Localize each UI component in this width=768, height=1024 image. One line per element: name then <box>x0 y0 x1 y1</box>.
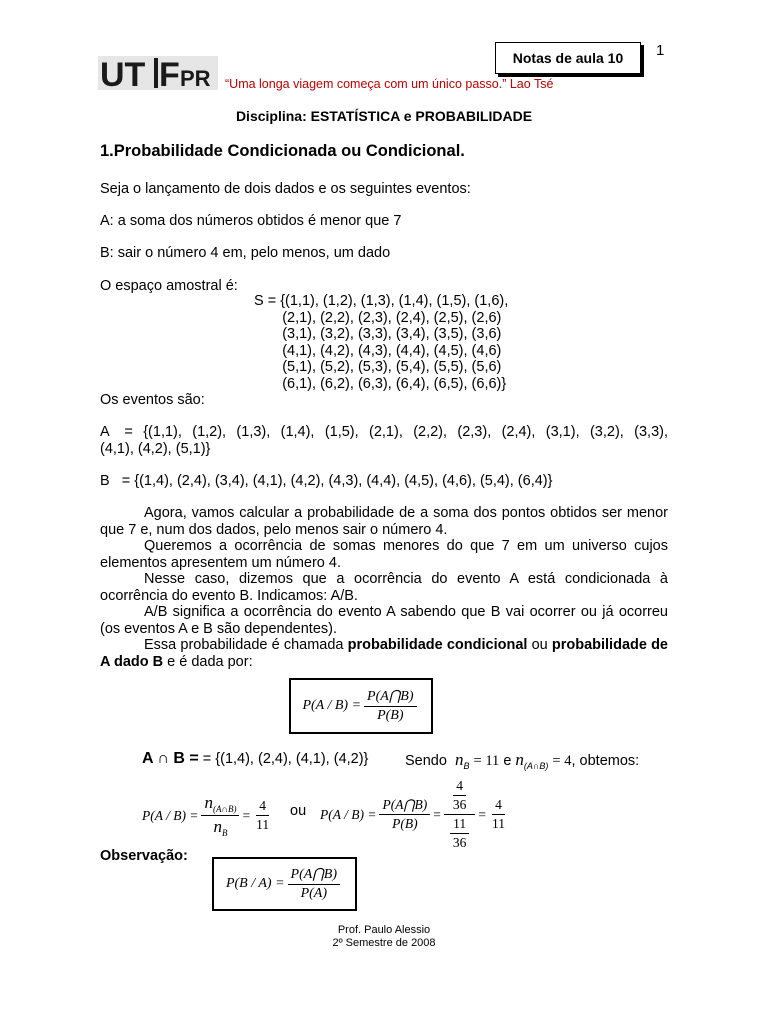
event-b-text: B: sair o número 4 em, pelo menos, um dado <box>100 245 391 261</box>
sendo-word: Sendo <box>405 753 447 769</box>
result-fraction <box>489 797 508 832</box>
calculation-left <box>142 793 275 838</box>
formula-fraction <box>379 797 430 832</box>
formula-lhs: P(A / B) = <box>320 806 377 822</box>
svg-text:UT: UT <box>100 56 146 90</box>
subscript-ab: (A∩B) <box>212 804 237 814</box>
n-symbol: n <box>454 750 464 769</box>
explanation-paragraphs <box>100 505 668 670</box>
subscript-b: B <box>463 761 470 771</box>
count-fraction <box>201 793 239 838</box>
equals-sign: = <box>242 807 251 823</box>
discipline-title: Disciplina: ESTATÍSTICA e PROBABILIDADE <box>235 108 533 124</box>
intersection-set: = {(1,4), (2,4), (4,1), (4,2)} <box>202 751 369 767</box>
formula-lhs: P(A / B) = <box>302 698 362 713</box>
ou-word: ou <box>290 803 307 819</box>
fraction-denominator: 11 <box>492 816 506 831</box>
fraction-denominator: 36 <box>452 797 467 812</box>
events-label: Os eventos são: <box>100 392 205 408</box>
fraction-denominator: P(B) <box>392 816 418 831</box>
paragraph <box>100 637 668 670</box>
fraction-numerator: 4 <box>453 778 466 796</box>
nb-value: = 11 <box>473 753 500 769</box>
quote-text: “Uma longa viagem começa com um único passo.” <box>225 77 507 91</box>
subscript-b: B <box>221 828 228 838</box>
footer-professor: Prof. Paulo Alessio <box>337 924 431 936</box>
fraction-denominator: P(A) <box>300 886 327 901</box>
set-a: A = {(1,1), (1,2), (1,3), (1,4), (1,5), (2,1), (2,2), (2,3), (2,4), (3,1), (3,2), (3,3), (4,1), (4,2), (5,1)} <box>100 424 673 457</box>
conditional-formula-box <box>289 678 433 734</box>
sample-space-label: O espaço amostral é: <box>100 278 238 294</box>
bold-term: probabilidade de A dado B <box>100 637 668 670</box>
inner-fraction <box>450 816 470 851</box>
n-symbol: n <box>213 817 222 836</box>
fraction-numerator <box>201 793 239 816</box>
text-span: e é dada por: <box>163 653 253 670</box>
n-symbol: n <box>515 750 524 769</box>
intersection-line <box>142 750 368 768</box>
fraction-numerator: P(A⋂B) <box>288 866 340 885</box>
obtemos-word: , obtemos: <box>571 753 640 769</box>
observation-formula-box <box>212 857 357 911</box>
calculation-right <box>320 778 511 851</box>
footer <box>0 924 768 950</box>
paragraph: Queremos a ocorrência de somas menores do que 7 em um universo cujos elementos apresentem um número 4. <box>100 538 668 571</box>
intersection-label: A ∩ B = <box>142 750 199 767</box>
svg-text:PR: PR <box>180 66 211 90</box>
notes-label-box: Notas de aula 10 <box>495 42 641 74</box>
paragraph: A/B significa a ocorrência do evento A sabendo que B vai ocorrer ou já ocorreu (os eventos A e B são dependentes). <box>100 604 668 637</box>
fraction-numerator: P(A⋂B) <box>364 688 416 707</box>
text-span: Essa probabilidade é chamada <box>144 637 348 653</box>
nab-value: = 4 <box>552 753 572 769</box>
n-symbol: n <box>204 793 213 812</box>
fraction-numerator: 11 <box>450 816 469 834</box>
set-b: B = {(1,4), (2,4), (3,4), (4,1), (4,2), (4,3), (4,4), (4,5), (4,6), (5,4), (6,4)} <box>100 473 553 489</box>
fraction-numerator: P(A⋂B) <box>379 797 430 815</box>
subscript-ab: (A∩B) <box>523 761 549 771</box>
sample-space <box>254 293 508 392</box>
fraction-numerator: 4 <box>492 797 505 815</box>
sample-row: (4,1), (4,2), (4,3), (4,4), (4,5), (4,6) <box>254 342 502 359</box>
sendo-line <box>405 750 639 771</box>
quote-author: Lao Tsé <box>509 77 554 91</box>
fraction-numerator: 4 <box>256 798 269 816</box>
fraction-denominator: 36 <box>452 835 467 850</box>
formula-fraction <box>288 866 340 902</box>
sample-row: (3,1), (3,2), (3,3), (3,4), (3,5), (3,6) <box>254 326 502 342</box>
page-number: 1 <box>656 42 665 59</box>
equals-sign: = <box>478 806 487 822</box>
fraction-numerator <box>444 778 476 815</box>
sample-row: S = {(1,1), (1,2), (1,3), (1,4), (1,5), (1,6), <box>254 293 509 309</box>
sample-row: (6,1), (6,2), (6,3), (6,4), (6,5), (6,6)} <box>254 375 507 392</box>
sample-row: (5,1), (5,2), (5,3), (5,4), (5,5), (5,6) <box>254 359 502 375</box>
fraction-denominator: 11 <box>256 817 270 832</box>
equals-sign: = <box>433 806 441 822</box>
observation-label: Observação: <box>100 848 188 864</box>
formula-fraction <box>364 688 416 724</box>
result-fraction <box>253 798 272 833</box>
footer-semester: 2º Semestre de 2008 <box>332 937 436 949</box>
e-word: e <box>503 753 512 769</box>
compound-fraction <box>444 778 476 851</box>
inner-fraction <box>450 778 470 813</box>
formula-lhs: P(A / B) = <box>142 807 199 823</box>
text-span: ou <box>527 637 552 653</box>
utfpr-logo <box>98 56 218 90</box>
paragraph: Agora, vamos calcular a probabilidade de a soma dos pontos obtidos ser menor que 7 e, num dos dados, pelo menos sair o número 4. <box>100 505 668 538</box>
svg-text:F: F <box>159 56 180 90</box>
intro-text: Seja o lançamento de dois dados e os seguintes eventos: <box>100 181 471 197</box>
paragraph: Nesse caso, dizemos que a ocorrência do evento A está condicionada à ocorrência do evento B. Indicamos: A/B. <box>100 571 668 604</box>
formula-lhs: P(B / A) = <box>225 876 285 891</box>
fraction-denominator <box>444 815 476 851</box>
bold-term: probabilidade condicional <box>347 637 528 653</box>
sample-row: (2,1), (2,2), (2,3), (2,4), (2,5), (2,6) <box>254 309 502 326</box>
fraction-denominator: P(B) <box>377 708 404 723</box>
section-title: 1.Probabilidade Condicionada ou Condicional. <box>100 142 465 160</box>
event-a-text: A: a soma dos números obtidos é menor que 7 <box>100 213 402 229</box>
header-quote <box>225 77 553 91</box>
fraction-denominator <box>210 816 230 838</box>
